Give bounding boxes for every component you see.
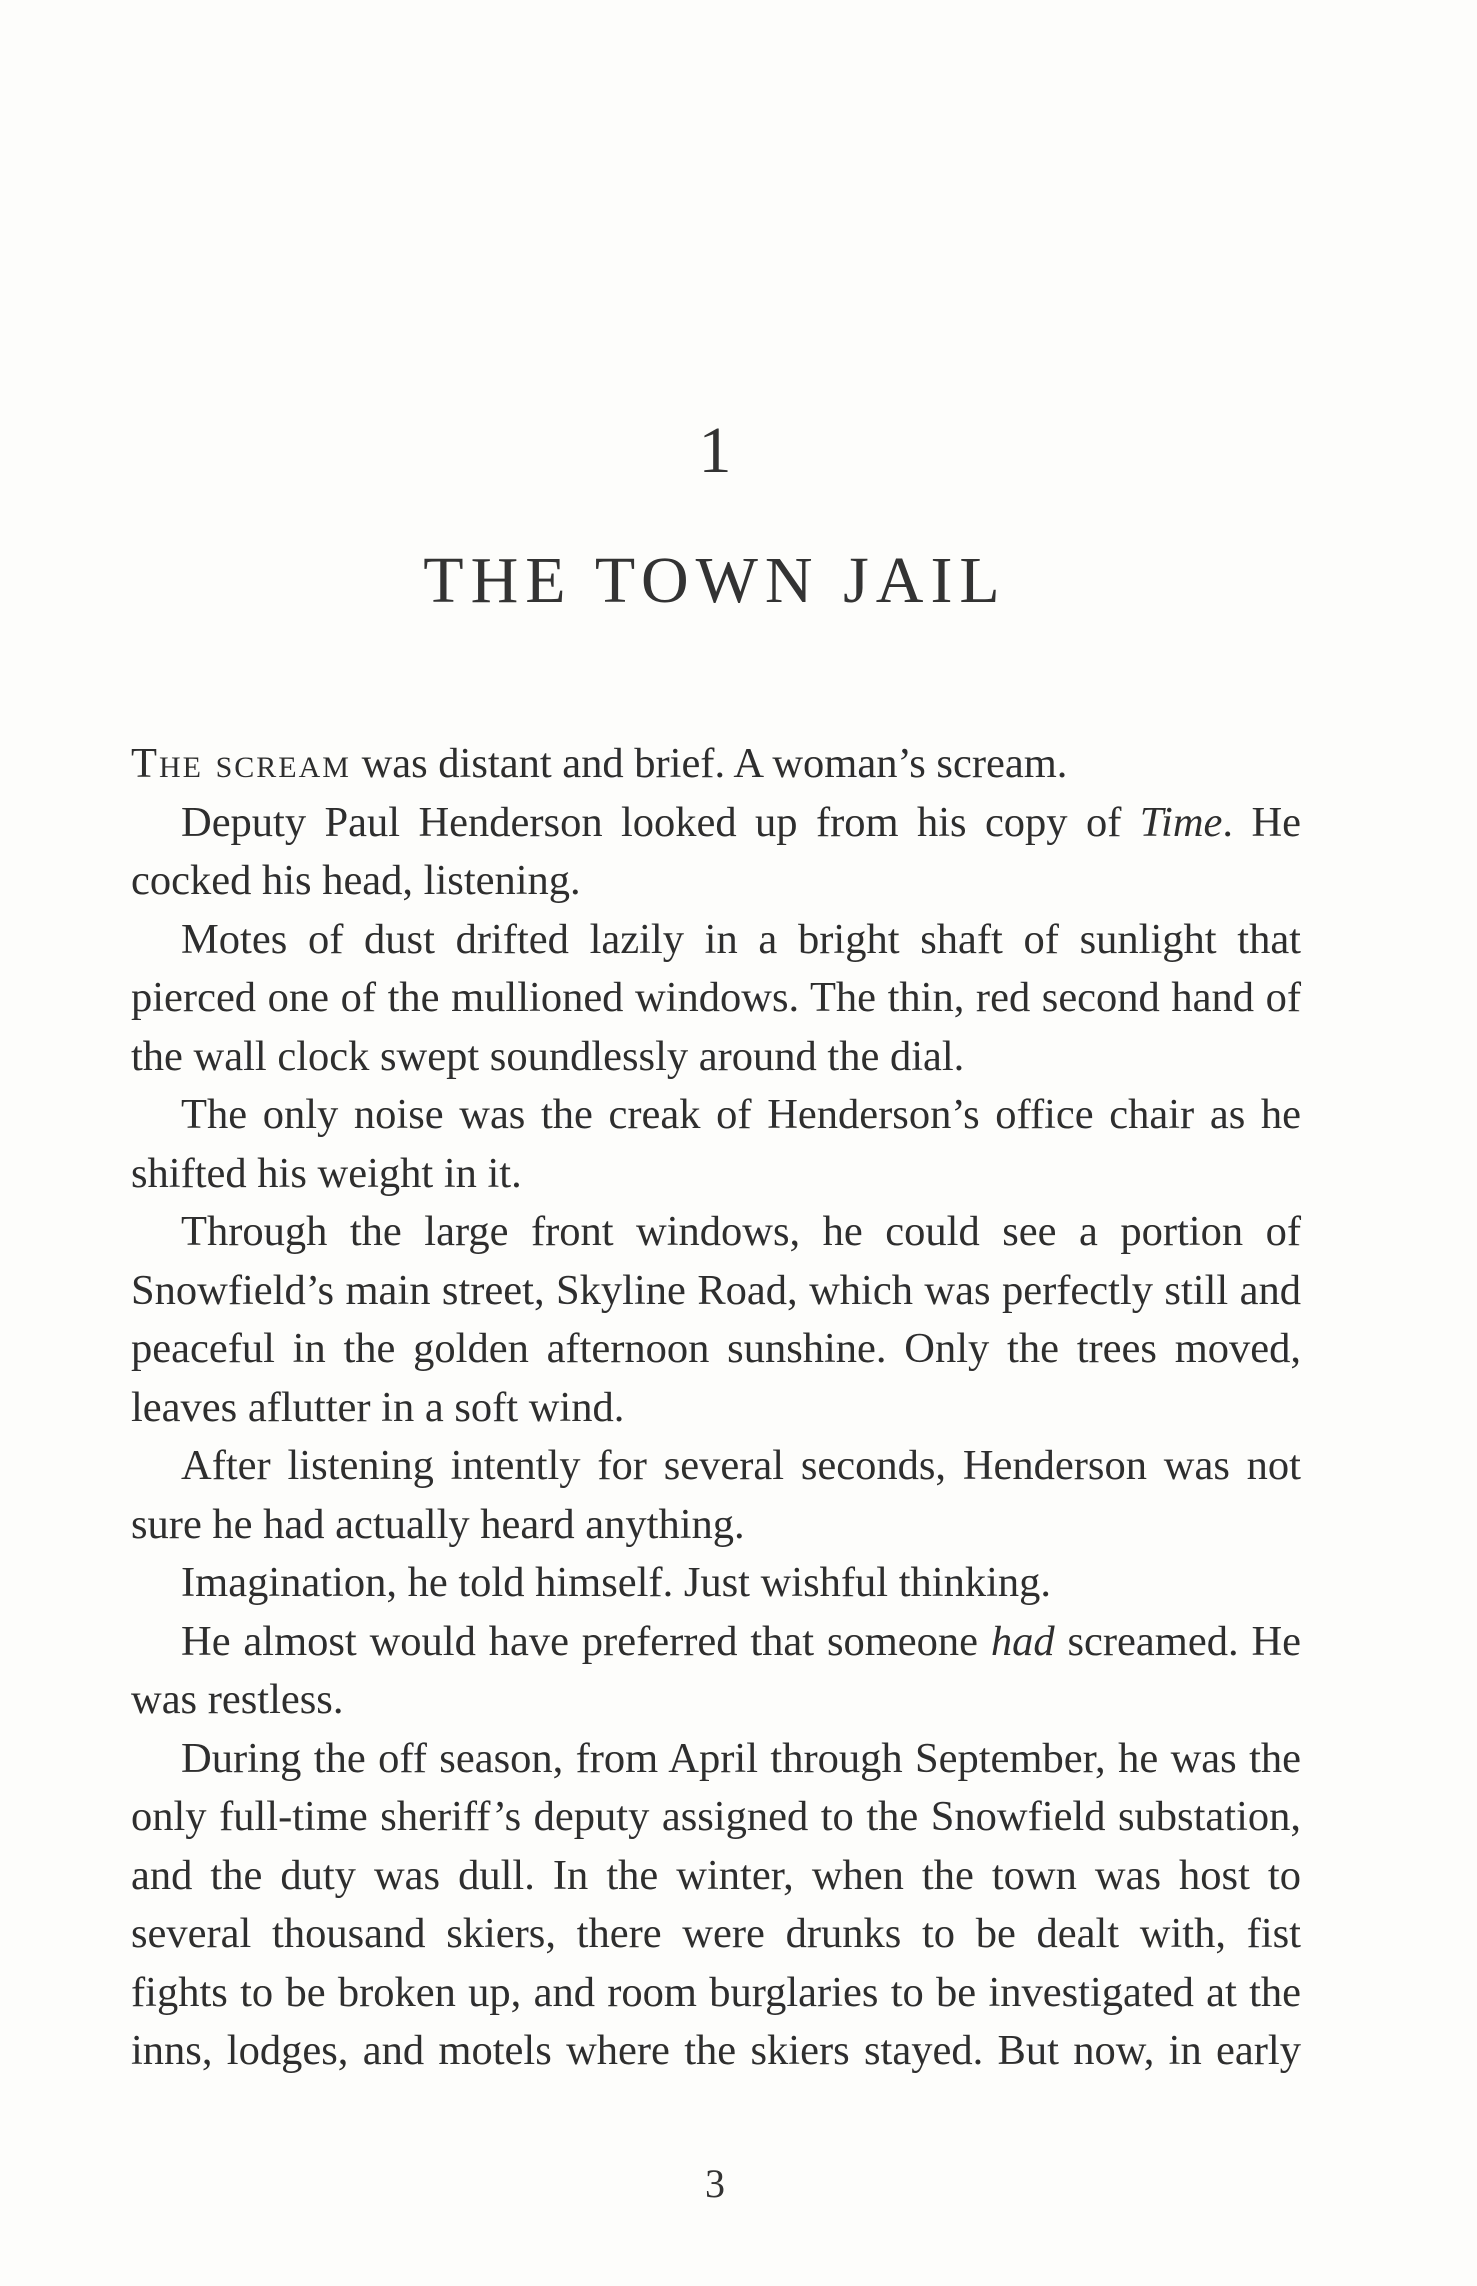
chapter-body [131,735,1301,2081]
chapter-number: 1 [698,414,732,487]
paragraph-text: was distant and brief. A woman’s scream. [350,740,1068,787]
paragraph-text: screamed. He was restless. [131,1617,1301,1723]
lead-in-small-caps: The scream [131,740,351,787]
paragraph [131,1613,1301,1730]
paragraph: The only noise was the creak of Henderson’s office chair as he shifted his weight in it. [131,1091,1301,1197]
page-number: 3 [705,2161,725,2206]
paragraph-text: . He cocked his head, listening. [131,798,1301,904]
paragraph [131,794,1301,911]
paragraph: Through the large front windows, he could see a portion of Snowfield’s main street, Skyline Road, which was perfectly still and peaceful in the golden afternoon sunshine. Only the trees moved, leaves aflutter in a soft wind. [131,1208,1301,1431]
chapter-title: THE TOWN JAIL [423,544,1007,617]
paragraph-text: He almost would have preferred that someone [181,1617,991,1665]
italic-text: had [990,1617,1055,1665]
paragraph-text: Deputy Paul Henderson looked up from his copy of [181,798,1140,846]
paragraph [131,735,1301,794]
paragraph: Motes of dust drifted lazily in a bright shaft of sunlight that pierced one of the mullioned windows. The thin, red second hand of the wall clock swept soundlessly around the dial. [131,915,1301,1080]
paragraph: After listening intently for several seconds, Henderson was not sure he had actually heard anything. [131,1442,1301,1548]
paragraph: Imagination, he told himself. Just wishful thinking. [181,1559,1052,1606]
italic-text: Time [1139,798,1223,846]
paragraph: During the off season, from April through September, he was the only full-time sheriff’s deputy assigned to the Snowfield substation, and the duty was dull. In the winter, when the town was host to several thousand skiers, there were drunks to be dealt with, fist fights to be broken up, and room burglaries to be investigated at the inns, lodges, and motels where the skiers stayed. But now, in early [131,1734,1301,2074]
